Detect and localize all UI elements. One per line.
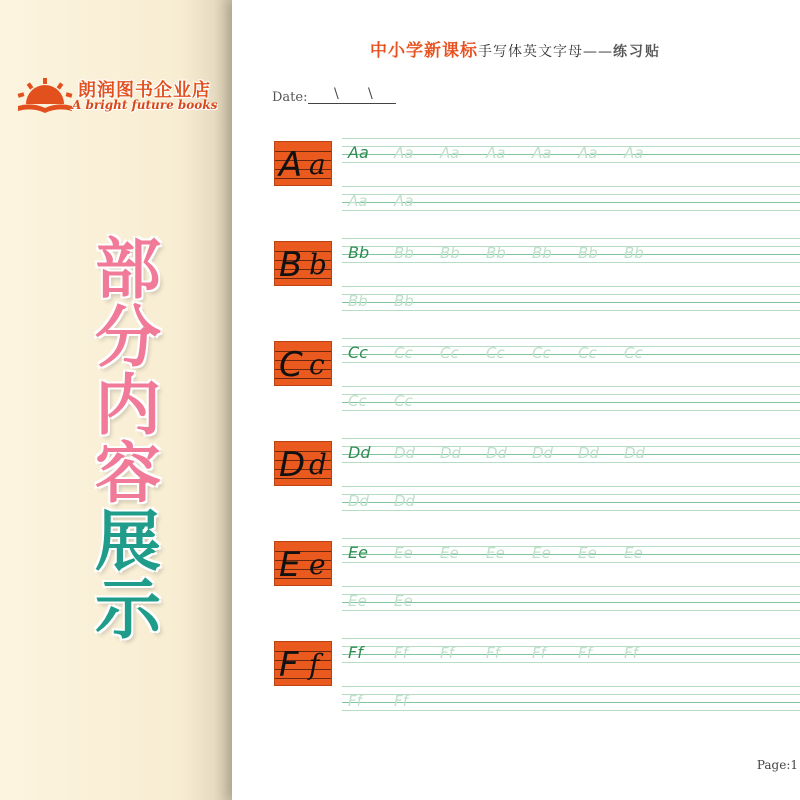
- trace-letter-pair: Ee: [486, 544, 505, 562]
- trace-letter-pair: Bb: [394, 244, 414, 262]
- guide-line: [342, 638, 800, 639]
- trace-samples-line-2: [348, 391, 440, 410]
- trace-letter-pair: Ee: [394, 544, 413, 562]
- trace-letter-pair: Ff: [532, 644, 546, 662]
- trace-letter-pair: Ff: [486, 644, 500, 662]
- promo-panel: [0, 0, 232, 800]
- trace-letter-pair: Ee: [578, 544, 597, 562]
- trace-samples-line-1: [348, 343, 670, 362]
- trace-letter-pair: Bb: [394, 292, 414, 310]
- uppercase-letter: A: [279, 145, 303, 185]
- promo-char: 示: [95, 571, 161, 648]
- model-letter-pair: Aa: [348, 143, 369, 162]
- letter-tile: [274, 441, 332, 486]
- sunrise-book-icon: [16, 78, 74, 114]
- promo-char: 部: [95, 231, 161, 308]
- guide-line: [342, 462, 800, 463]
- uppercase-letter: E: [279, 545, 301, 585]
- trace-samples-line-1: [348, 143, 670, 162]
- promo-char: 展: [95, 503, 161, 580]
- trace-letter-pair: Dd: [394, 492, 416, 510]
- guide-line: [342, 562, 800, 563]
- lowercase-letter: e: [309, 548, 326, 581]
- letter-tile: [274, 241, 332, 286]
- guide-line: [342, 286, 800, 287]
- trace-letter-pair: Bb: [348, 292, 368, 310]
- guide-line: [342, 386, 800, 387]
- guide-line: [342, 210, 800, 211]
- guide-line: [342, 438, 800, 439]
- trace-letter-pair: Dd: [348, 492, 370, 510]
- trace-letter-pair: Dd: [578, 444, 600, 462]
- trace-letter-pair: Dd: [394, 444, 416, 462]
- lowercase-letter: a: [309, 148, 326, 181]
- brand-name-en: A bright future books: [72, 98, 218, 112]
- guide-line: [342, 686, 800, 687]
- promo-char: 容: [95, 435, 161, 512]
- trace-letter-pair: Ff: [348, 692, 362, 710]
- guide-line: [342, 162, 800, 163]
- guide-line: [342, 310, 800, 311]
- letter-row: [272, 334, 800, 434]
- trace-samples-line-1: [348, 643, 670, 662]
- guide-line: [342, 486, 800, 487]
- trace-letter-pair: Cc: [440, 344, 459, 362]
- trace-letter-pair: Cc: [394, 392, 413, 410]
- brand-logo: [16, 72, 216, 120]
- trace-samples-line-1: [348, 243, 670, 262]
- model-letter-pair: Dd: [348, 443, 371, 462]
- trace-samples-line-2: [348, 191, 440, 210]
- sheet-title: [370, 36, 661, 61]
- trace-letter-pair: Aa: [532, 144, 552, 162]
- lowercase-letter: d: [309, 448, 327, 481]
- letter-row: [272, 134, 800, 234]
- uppercase-letter: C: [279, 345, 303, 385]
- model-letter-pair: Bb: [348, 243, 370, 262]
- uppercase-letter: D: [279, 445, 306, 485]
- trace-samples-line-2: [348, 591, 440, 610]
- trace-samples-line-2: [348, 491, 440, 510]
- trace-letter-pair: Ff: [440, 644, 454, 662]
- title-subtitle: 手写体英文字母——: [478, 44, 613, 60]
- trace-letter-pair: Ff: [624, 644, 638, 662]
- promo-char: 分: [95, 299, 161, 376]
- date-separator: \: [368, 86, 373, 102]
- guide-line: [342, 610, 800, 611]
- trace-letter-pair: Aa: [486, 144, 506, 162]
- guide-line: [342, 186, 800, 187]
- date-field-line[interactable]: [308, 103, 396, 104]
- lowercase-letter: f: [309, 648, 320, 681]
- trace-letter-pair: Aa: [394, 192, 414, 210]
- letter-tile: [274, 141, 332, 186]
- trace-letter-pair: Aa: [440, 144, 460, 162]
- trace-letter-pair: Cc: [486, 344, 505, 362]
- uppercase-letter: F: [279, 645, 299, 685]
- trace-letter-pair: Dd: [486, 444, 508, 462]
- trace-letter-pair: Cc: [348, 392, 367, 410]
- guide-line: [342, 362, 800, 363]
- guide-line: [342, 710, 800, 711]
- trace-letter-pair: Ff: [394, 692, 408, 710]
- guide-line: [342, 662, 800, 663]
- trace-letter-pair: Aa: [578, 144, 598, 162]
- model-letter-pair: Ff: [348, 643, 363, 662]
- trace-samples-line-2: [348, 291, 440, 310]
- promo-headline: [86, 231, 170, 648]
- guide-line: [342, 262, 800, 263]
- trace-letter-pair: Ee: [532, 544, 551, 562]
- trace-letter-pair: Dd: [532, 444, 554, 462]
- trace-letter-pair: Ff: [578, 644, 592, 662]
- trace-letter-pair: Cc: [578, 344, 597, 362]
- trace-letter-pair: Bb: [532, 244, 552, 262]
- title-end: 练习贴: [613, 44, 661, 60]
- date-label: Date:: [272, 90, 308, 105]
- model-letter-pair: Cc: [348, 343, 368, 362]
- brand-name-cn: 朗润图书企业店: [78, 80, 211, 101]
- lowercase-letter: c: [309, 348, 325, 381]
- model-letter-pair: Ee: [348, 543, 368, 562]
- trace-letter-pair: Bb: [440, 244, 460, 262]
- guide-line: [342, 338, 800, 339]
- trace-letter-pair: Bb: [624, 244, 644, 262]
- letter-tile: [274, 541, 332, 586]
- trace-letter-pair: Ee: [624, 544, 643, 562]
- date-separator: \: [334, 86, 339, 102]
- trace-letter-pair: Bb: [486, 244, 506, 262]
- trace-letter-pair: Cc: [394, 344, 413, 362]
- trace-letter-pair: Ee: [348, 592, 367, 610]
- guide-line: [342, 410, 800, 411]
- letter-tile: [274, 341, 332, 386]
- trace-letter-pair: Dd: [440, 444, 462, 462]
- trace-letter-pair: Aa: [624, 144, 644, 162]
- trace-letter-pair: Cc: [532, 344, 551, 362]
- lowercase-letter: b: [309, 248, 327, 281]
- promo-char: 内: [95, 367, 161, 444]
- trace-samples-line-2: [348, 691, 440, 710]
- trace-letter-pair: Aa: [348, 192, 368, 210]
- trace-letter-pair: Ee: [394, 592, 413, 610]
- guide-line: [342, 538, 800, 539]
- guide-line: [342, 238, 800, 239]
- guide-line: [342, 586, 800, 587]
- letter-row: [272, 534, 800, 634]
- trace-letter-pair: Ff: [394, 644, 408, 662]
- uppercase-letter: B: [279, 245, 303, 285]
- title-main: 中小学新课标: [370, 41, 478, 61]
- trace-letter-pair: Bb: [578, 244, 598, 262]
- trace-letter-pair: Aa: [394, 144, 414, 162]
- letter-row: [272, 434, 800, 534]
- trace-samples-line-1: [348, 543, 670, 562]
- letter-row: [272, 234, 800, 334]
- guide-line: [342, 510, 800, 511]
- letter-tile: [274, 641, 332, 686]
- practice-sheet: [232, 0, 800, 800]
- trace-samples-line-1: [348, 443, 670, 462]
- trace-letter-pair: Dd: [624, 444, 646, 462]
- trace-letter-pair: Ee: [440, 544, 459, 562]
- page-number: Page:1: [756, 758, 798, 772]
- trace-letter-pair: Cc: [624, 344, 643, 362]
- guide-line: [342, 138, 800, 139]
- letter-row: [272, 634, 800, 734]
